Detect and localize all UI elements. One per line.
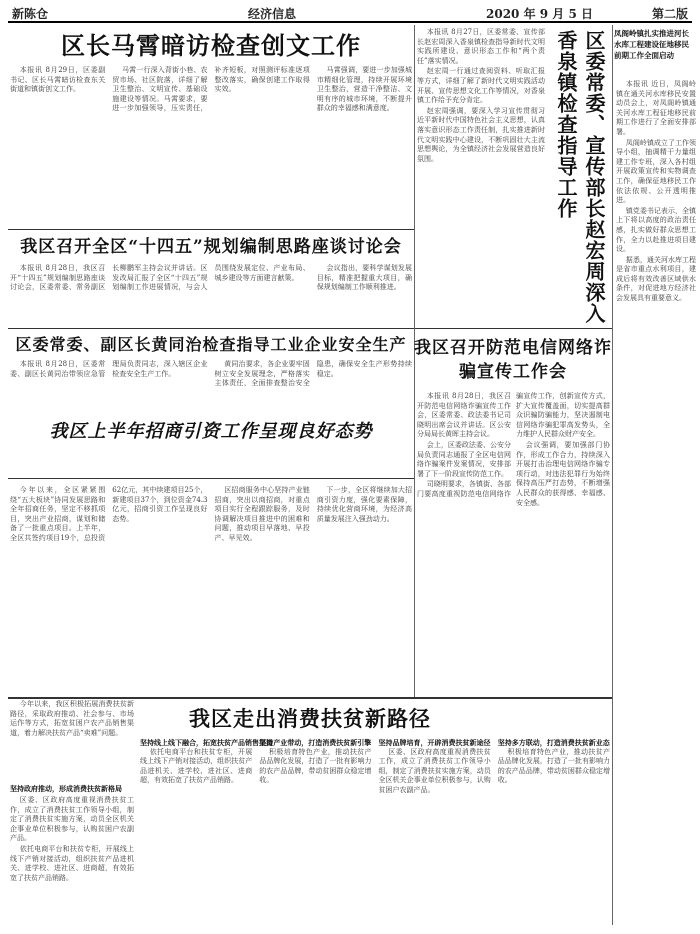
headline-telecom-fraud: 我区召开防范电信网络诈骗宣传工作会 [414, 338, 612, 382]
divider [8, 229, 414, 230]
paper-name: 新陈仓 [12, 7, 49, 21]
masthead [8, 3, 692, 23]
headline-fenggeling: 凤阁岭镇扎实推进河长水库工程建设征地移民前期工作全面启动 [614, 29, 689, 60]
article-consumption-columns: 坚持线上线下融合，拓宽扶贫产品销售渠道 依托电商平台和扶贫专柜，开展线上线下产销对接活动，组织扶贫产品进机关、进学校、进社区、进商超，有效拓宽了扶贫产品销路。 坚持产业带动，打造消费扶贫新引擎 积极培育特色产业，推动扶贫产品品牌化发展，打造了一批有影响力的农产品品牌，带动贫困群众稳定增收。 坚持品牌培育，开辟消费扶贫新途径 区委、区政府高度重视消费扶贫工作，成立了消费扶贫工作领导小组，制定了消费扶贫实施方案，动员全区机关企事业单位积极参与，认购贫困户农副产品。 坚持多方联动，打造消费扶贫新业态 积极培育特色产业，推动扶贫产品品牌化发展，打造了一批有影响力的农产品品牌，带动贫困群众稳定增收。 [140, 738, 610, 794]
article-xiangquan: 本报讯 8月27日，区委常委、宣传部长赵宏周深入香泉镇检查指导新时代文明实践所建设、意识形态工作和“两个责任”落实情况。 赵宏周一行通过查阅资料、听取汇报等方式，详细了解了新时代文明实践活动开展、宣传思想文化工作等情况，对香泉镇工作给予充分肯定。 赵宏周强调，要深入学习宣传贯彻习近平新时代中国特色社会主义思想，认真落实意识形态工作责任制，扎实推进新时代文明实践中心建设，不断巩固壮大主流思想舆论，为全镇经济社会发展营造良好氛围。 [417, 28, 545, 163]
divider [8, 478, 414, 479]
divider [8, 697, 612, 699]
headline-planning-meeting: 我区召开全区“十四五”规划编制思路座谈讨论会 [20, 237, 402, 257]
headline-xiangquan: 区委常委、宣传部长赵宏周深入香泉镇检查指导工作 [554, 30, 606, 324]
article-telecom-fraud: 本报讯 8月28日，我区召开防范电信网络诈骗宣传工作会，区委常委、政法委书记司晓明出席会议并讲话。区公安分局局长黄晖主持会议。 会上，区委政法委、公安分局负责同志通报了全区电信网络诈骗案件发案情况，安排部署了下一阶段宣传防范工作。 司晓明要求，各镇街、各部门要高度重视防范电信网络诈骗宣传工作，创新宣传方式，扩大宣传覆盖面，切实提高群众识骗防骗能力，坚决遏制电信网络诈骗犯罪高发势头，全力维护人民群众财产安全。 会议强调，要加强部门协作，形成工作合力，持续深入开展打击治理电信网络诈骗专项行动，对违法犯罪行为始终保持高压严打态势，不断增强人民群众的获得感、幸福感、安全感。 [417, 392, 610, 507]
page-number: 第二版 [651, 7, 688, 21]
article-consumption-lead: 今年以来，我区积极拓展消费扶贫新路径，采取政府推动、社会参与、市场运作等方式，拓宽贫困户农产品销售渠道，着力解决扶贫产品“卖难”问题。 [10, 700, 134, 737]
article-fenggeling: 本报讯 近日，凤阁岭镇在通关河水库移民安置动员会上，对凤阁岭镇通关河水库工程征地移民前期工作进行了全面安排部署。 凤阁岭镇成立了工作领导小组，抽调精干力量组建工作专班，深入各村组开展政策宣传和实物调查工作，确保征地移民工作依法依规、公开透明推进。 镇党委书记表示，全镇上下将以高度的政治责任感，扎实做好群众思想工作，全力以赴推进项目建设。 据悉，通关河水库工程是省市重点水利项目，建成后将有效改善区域供水条件，对促进地方经济社会发展具有重要意义。 [616, 80, 696, 303]
article-consumption-body: 区委、区政府高度重视消费扶贫工作，成立了消费扶贫工作领导小组，制定了消费扶贫实施方案，动员全区机关企事业单位积极参与，认购贫困户农副产品。 依托电商平台和扶贫专柜，开展线上线下产销对接活动，组织扶贫产品进机关、进学校、进社区、进商超，有效拓宽了扶贫产品销路。 [10, 796, 134, 882]
subheading: 坚持政府推动，形成消费扶贫新格局 [10, 784, 122, 793]
headline-investment: 我区上半年招商引资工作呈现良好态势 [49, 421, 373, 442]
section-name: 经济信息 [248, 7, 297, 21]
article-investment: 今年以来，全区紧紧围绕“五大板块”协同发展思路和全年招商任务，坚定不移抓项目，突出产业招商，谋划和储备了一批重点项目。上半年，全区共签约项目19个，总投资62亿元，其中续建项目25个，新建项目37个，到位资金74.3亿元，招商引资工作呈现良好态势。 区招商服务中心坚持产业链招商，突出以商招商，对重点项目实行全程跟踪服务，及时协调解决项目推进中的困难和问题，推动项目早落地、早投产、早见效。 下一步，全区将继续加大招商引资力度，强化要素保障，持续优化营商环境，为经济高质量发展注入强劲动力。 [10, 486, 412, 542]
headline-mayor-inspection: 区长马霄暗访检查创文工作 [61, 31, 361, 60]
column-rule [612, 25, 613, 925]
article-safety-check: 本报讯 8月28日，区委常委、副区长黄同治带领应急管理局负责同志，深入辖区企业检查安全生产工作。 黄同治要求，各企业要牢固树立安全发展理念，严格落实主体责任，全面排查整治安全隐患，确保安全生产形势持续稳定。 [10, 360, 412, 388]
headline-safety-check: 区委常委、副区长黄同治检查指导工业企业安全生产 [15, 335, 407, 354]
issue-date: 2020 年 9 月 5 日 [486, 7, 593, 21]
divider [414, 328, 612, 329]
article-planning-meeting: 本报讯 8月28日，我区召开“十四五”规划编制思路座谈讨论会，区委常委、常务副区长柳鹏军主持会议并讲话。区发改局汇报了全区“十四五”规划编制工作进展情况，与会人员围绕发展定位、产业布局、城乡建设等方面建言献策。 会议指出，要科学谋划发展目标，精准把握重大项目，确保规划编制工作顺利推进。 [10, 264, 412, 292]
article-mayor-inspection: 本报讯 8月29日，区委副书记、区长马霄暗访检查东关街道和镇街创文工作。 马霄一行深入背街小巷、农贸市场、社区院落，详细了解卫生整治、文明宣传、基础设施建设等情况。马霄要求，要进一步加强领导，压实责任，补齐短板，对照测评标准逐项整改落实，确保创建工作取得实效。 马霄强调，要进一步加强城市精细化管理，持续开展环境卫生整治，营造干净整洁、文明有序的城市环境，不断提升群众的幸福感和满意度。 [10, 66, 412, 113]
headline-consumption-poverty: 我区走出消费扶贫新路径 [189, 706, 431, 731]
divider [8, 328, 414, 329]
